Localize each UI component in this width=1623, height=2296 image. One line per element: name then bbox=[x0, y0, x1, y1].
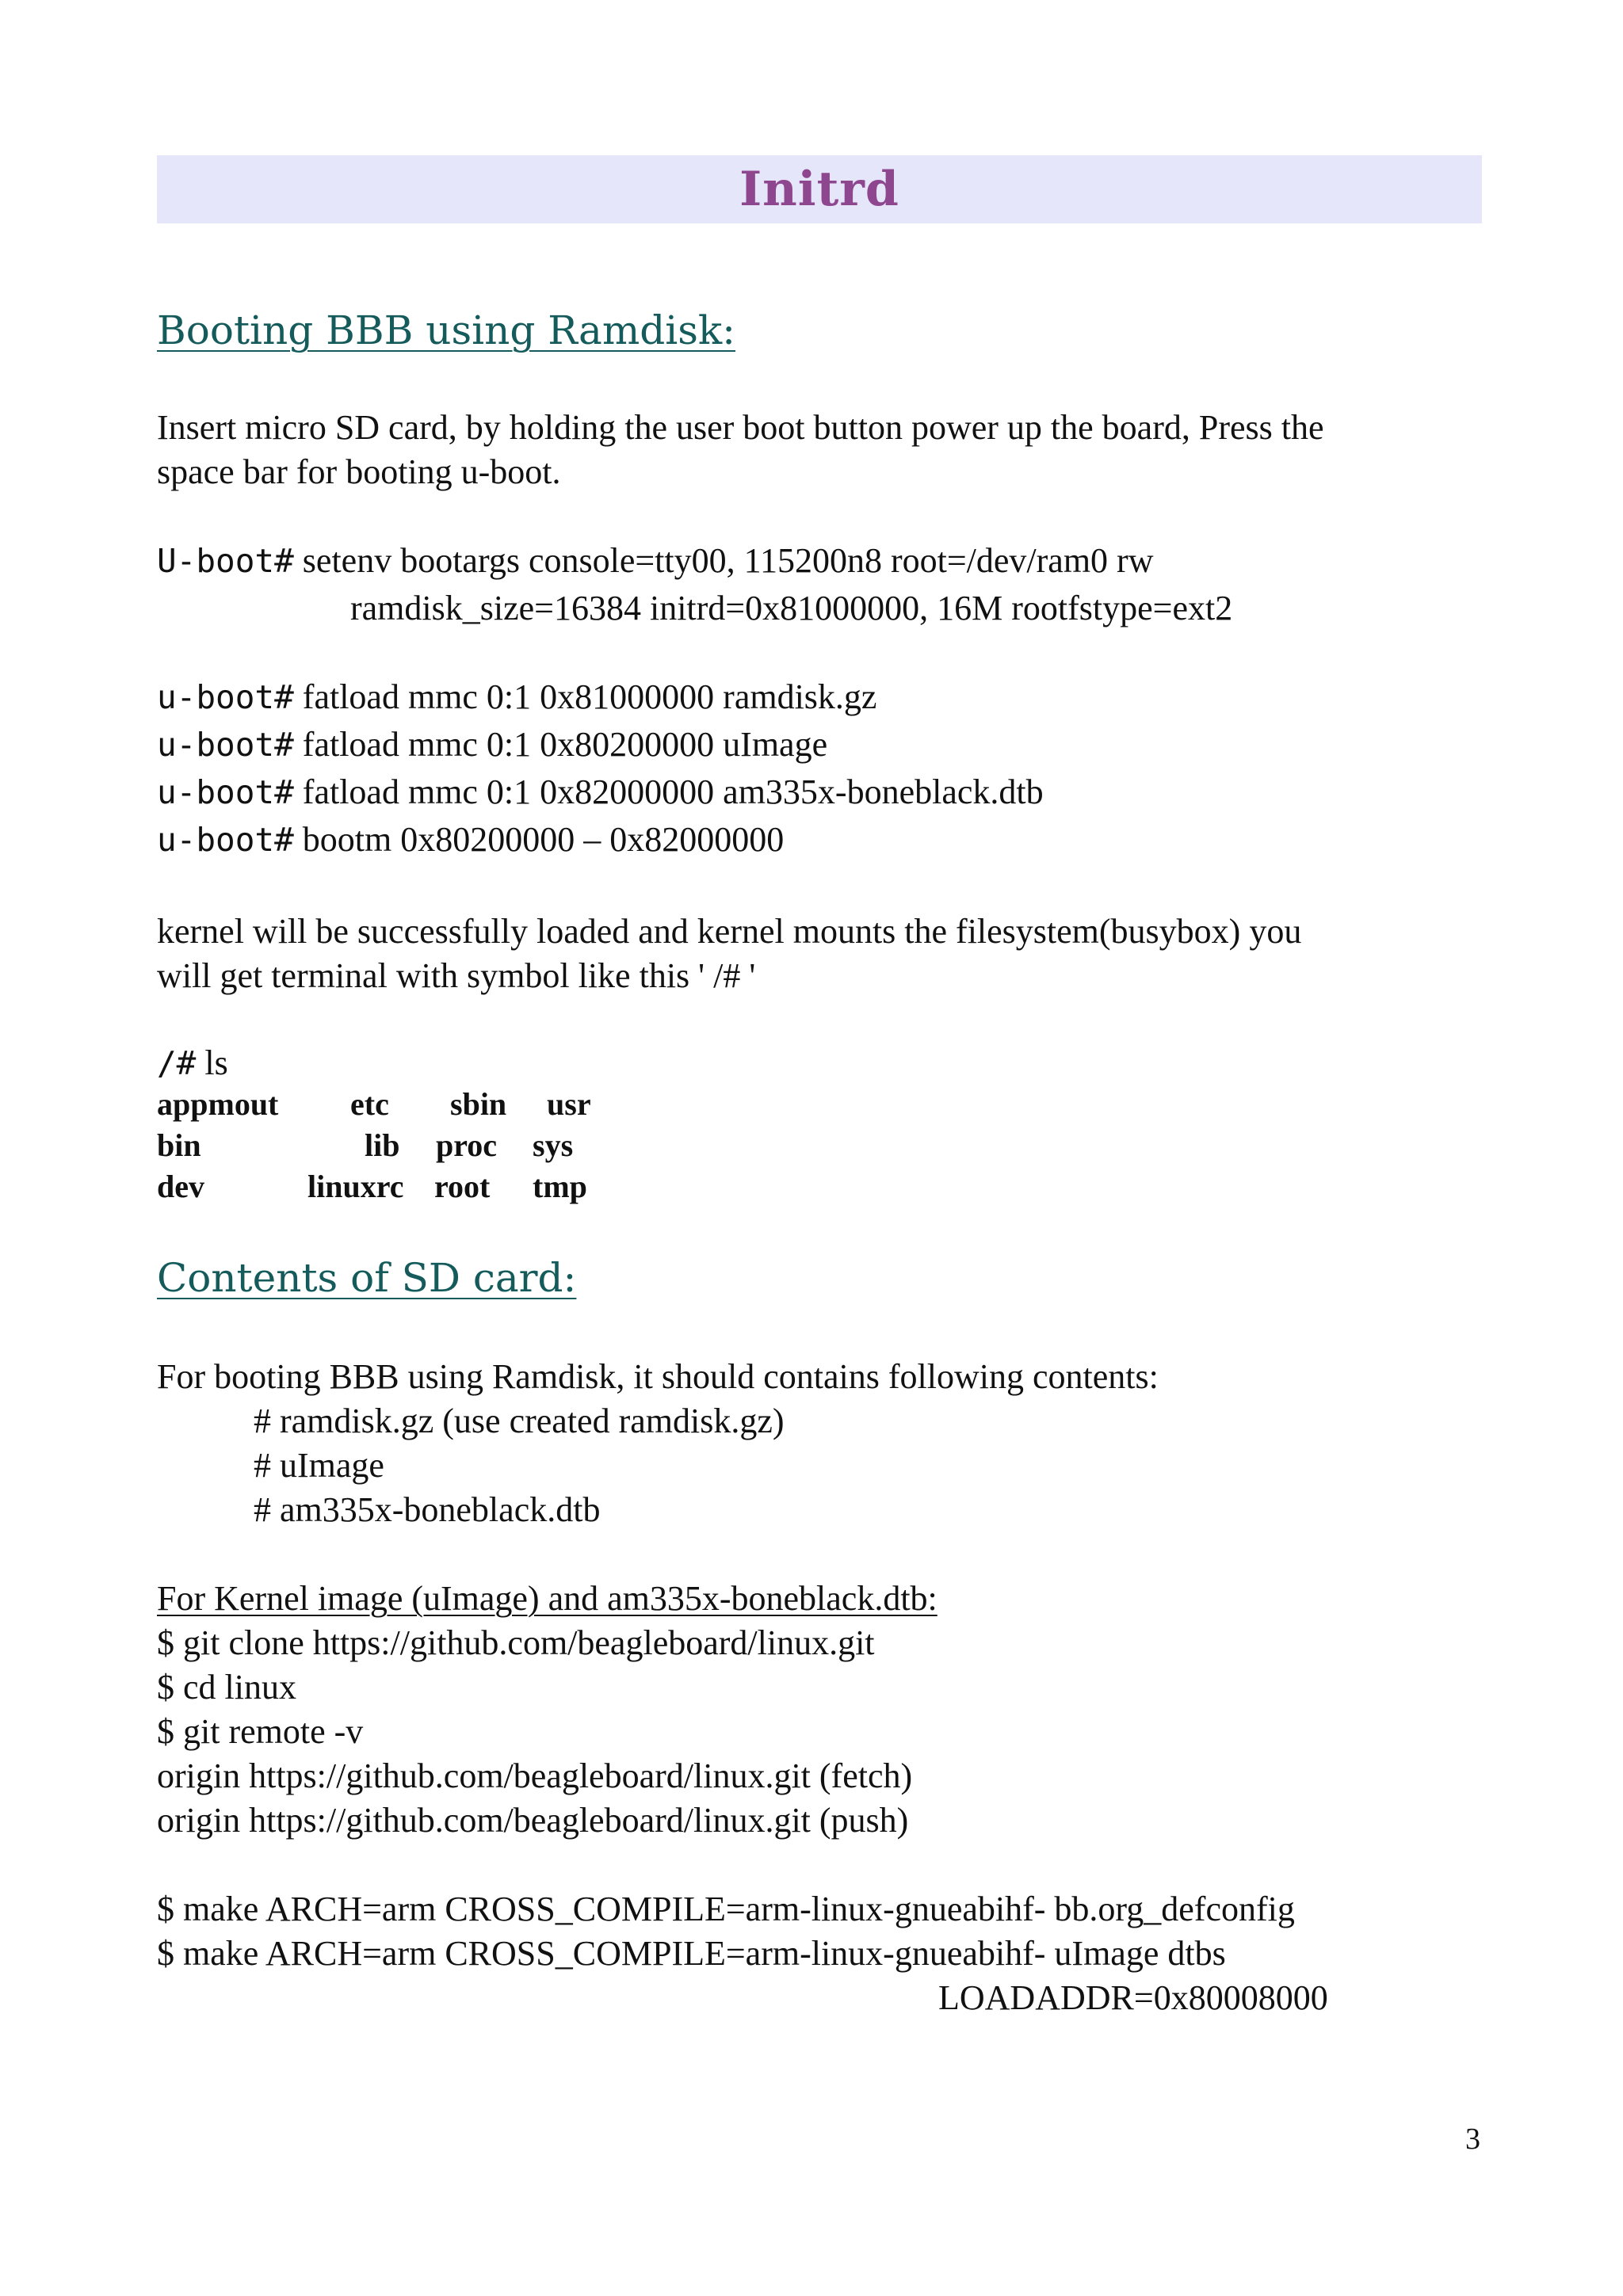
command-line bbox=[157, 723, 827, 767]
shell-line: origin https://github.com/beagleboard/linux.git (push) bbox=[157, 1801, 909, 1840]
ls-entry: sys bbox=[533, 1127, 574, 1163]
command-text: fatload mmc 0:1 0x81000000 ramdisk.gz bbox=[302, 677, 877, 716]
sd-item: # ramdisk.gz (use created ramdisk.gz) bbox=[254, 1402, 785, 1440]
shell-line: $ git remote -v bbox=[157, 1712, 364, 1751]
ls-entry: root bbox=[434, 1169, 491, 1204]
kernel-image-heading: For Kernel image (uImage) and am335x-boneblack.dtb: bbox=[157, 1579, 938, 1618]
uboot-prompt: u-boot# bbox=[157, 678, 294, 716]
make-line: $ make ARCH=arm CROSS_COMPILE=arm-linux-gnueabihf- uImage dtbs bbox=[157, 1934, 1226, 1973]
kernel-line-2: will get terminal with symbol like this ' /# ' bbox=[157, 956, 756, 995]
ls-command-line bbox=[157, 1041, 228, 1085]
ls-entry: usr bbox=[547, 1086, 591, 1122]
section-heading-booting: Booting BBB using Ramdisk: bbox=[157, 307, 736, 353]
setenv-text-1: setenv bootargs console=tty00, 115200n8 root=/dev/ram0 rw bbox=[302, 541, 1154, 580]
shell-line: $ cd linux bbox=[157, 1668, 296, 1707]
uboot-prompt: U-boot# bbox=[157, 542, 294, 580]
command-line bbox=[157, 770, 1044, 814]
intro-line-1: Insert micro SD card, by holding the user boot button power up the board, Press the bbox=[157, 408, 1324, 447]
command-line bbox=[157, 675, 876, 719]
ls-command: ls bbox=[204, 1043, 228, 1082]
shell-line: $ git clone https://github.com/beagleboard/linux.git bbox=[157, 1623, 875, 1662]
sd-item: # uImage bbox=[254, 1446, 384, 1485]
setenv-text-2: ramdisk_size=16384 initrd=0x81000000, 16M rootfstype=ext2 bbox=[350, 589, 1233, 627]
ls-entry: lib bbox=[365, 1127, 400, 1163]
page-title: Initrd bbox=[739, 162, 899, 217]
intro-line-2: space bar for booting u-boot. bbox=[157, 452, 561, 491]
title-banner bbox=[157, 155, 1482, 223]
make-line: $ make ARCH=arm CROSS_COMPILE=arm-linux-gnueabihf- bb.org_defconfig bbox=[157, 1890, 1295, 1928]
section-heading-sd-contents: Contents of SD card: bbox=[157, 1255, 577, 1301]
uboot-prompt: u-boot# bbox=[157, 773, 294, 811]
shell-line: origin https://github.com/beagleboard/linux.git (fetch) bbox=[157, 1756, 913, 1795]
ls-entry: linuxrc bbox=[307, 1169, 404, 1204]
setenv-line bbox=[157, 539, 1153, 583]
ls-entry: dev bbox=[157, 1169, 204, 1204]
uboot-prompt: u-boot# bbox=[157, 821, 294, 859]
command-text: fatload mmc 0:1 0x80200000 uImage bbox=[302, 725, 828, 764]
page-number: 3 bbox=[1465, 2122, 1480, 2156]
command-line bbox=[157, 818, 784, 862]
ls-entry: proc bbox=[436, 1127, 498, 1163]
shell-prompt: /# bbox=[157, 1044, 197, 1082]
ls-entry: etc bbox=[350, 1086, 389, 1122]
sd-item: # am335x-boneblack.dtb bbox=[254, 1490, 601, 1529]
ls-entry: sbin bbox=[450, 1086, 507, 1122]
ls-entry: appmout bbox=[157, 1086, 279, 1122]
uboot-prompt: u-boot# bbox=[157, 726, 294, 764]
loadaddr-line: LOADADDR=0x80008000 bbox=[938, 1978, 1328, 2017]
command-text: fatload mmc 0:1 0x82000000 am335x-boneblack.dtb bbox=[302, 772, 1044, 811]
ls-entry: tmp bbox=[533, 1169, 587, 1204]
sd-intro: For booting BBB using Ramdisk, it should contains following contents: bbox=[157, 1357, 1159, 1396]
kernel-line-1: kernel will be successfully loaded and kernel mounts the filesystem(busybox) you bbox=[157, 912, 1302, 951]
ls-entry: bin bbox=[157, 1127, 201, 1163]
command-text: bootm 0x80200000 – 0x82000000 bbox=[302, 820, 785, 859]
